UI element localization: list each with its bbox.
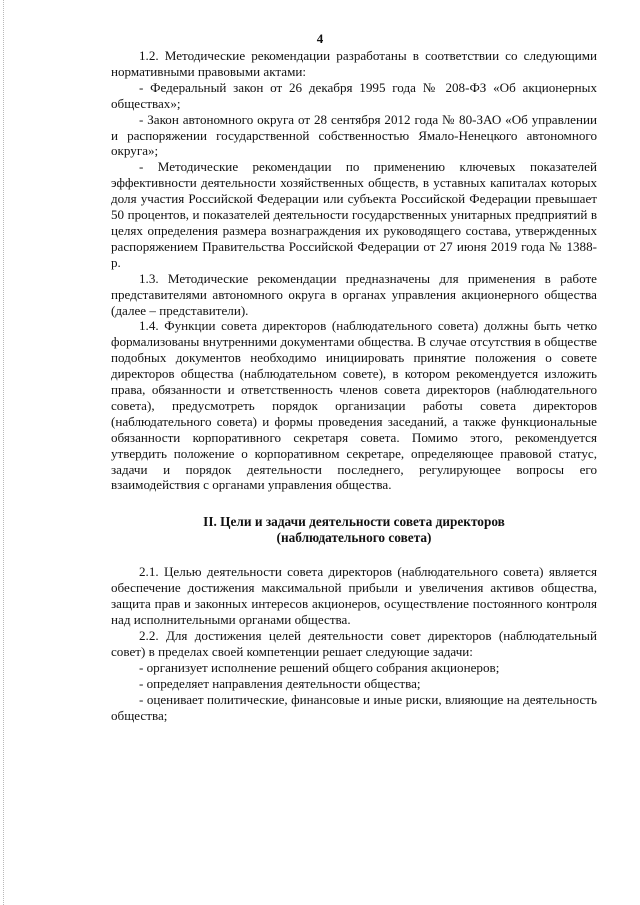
list-item-federal-law: - Федеральный закон от 26 декабря 1995 года № 208-ФЗ «Об акционерных обществах»; [111,79,597,111]
section-heading-line-1: II. Цели и задачи деятельности совета директоров [203,514,505,530]
list-item-methodical-recommendations: - Методические рекомендации по применению ключевых показателей эффективности деятельности хозяйственных обществ, в уставных капиталах которых доля участия Российской Федерации или субъекта Российской Федерации превышает 50 процентов, и показателей деятельности государственных унитарных предприятий в целях определения размера вознаграждения их руководящего состава, утвержденных распоряжением Правительства Российской Федерации от 27 июня 2019 года № 1388-р. [111,159,597,270]
page-number: 4 [316,31,324,46]
binding-margin-line [3,0,4,905]
section-heading [111,514,597,546]
paragraph-1-4: 1.4. Функции совета директоров (наблюдательного совета) должны быть четко формализованы внутренними документами общества. В случае отсутствия в обществе подобных документов необходимо инициировать принятие положения о совете директоров общества (наблюдательном совете), в котором рекомендуется изложить права, обязанности и ответственность членов совета директоров (наблюдательного совета), предусмотреть порядок организации работы совета директоров (наблюдательного совета) и формы проведения заседаний, а также функциональные обязанности корпоративного секретаря совета. Помимо этого, рекомендуется утвердить положение о корпоративном секретаре, определяющее правовой статус, задачи и порядок деятельности последнего, регулирующее вопросы его взаимодействия с органами управления общества. [111,318,597,493]
list-item-regional-law: - Закон автономного округа от 28 сентября 2012 года № 80-ЗАО «Об управлении и распоряжении государственной собственностью Ямало-Ненецкого автономного округа»; [111,111,597,159]
paragraph-2-1: 2.1. Целью деятельности совета директоров (наблюдательного совета) является обеспечение достижения максимальной прибыли и увеличения активов общества, защита прав и законных интересов акционеров, осуществление постоянного контроля над исполнительными органами общества. [111,564,597,628]
paragraph-1-3: 1.3. Методические рекомендации предназначены для применения в работе представителями автономного округа в органах управления акционерного общества (далее – представители). [111,270,597,318]
list-item-task-risks: - оценивает политические, финансовые и иные риски, влияющие на деятельность общества; [111,691,597,723]
section-heading-line-2: (наблюдательного совета) [276,530,432,546]
list-item-task-organize: - организует исполнение решений общего собрания акционеров; [139,659,500,675]
document-body [111,48,597,723]
paragraph-1-2: 1.2. Методические рекомендации разработаны в соответствии со следующими нормативными правовыми актами: [111,48,597,79]
list-item-task-directions: - определяет направления деятельности общества; [139,675,421,691]
paragraph-2-2: 2.2. Для достижения целей деятельности совет директоров (наблюдательный совет) в пределах своей компетенции решает следующие задачи: [111,628,597,659]
